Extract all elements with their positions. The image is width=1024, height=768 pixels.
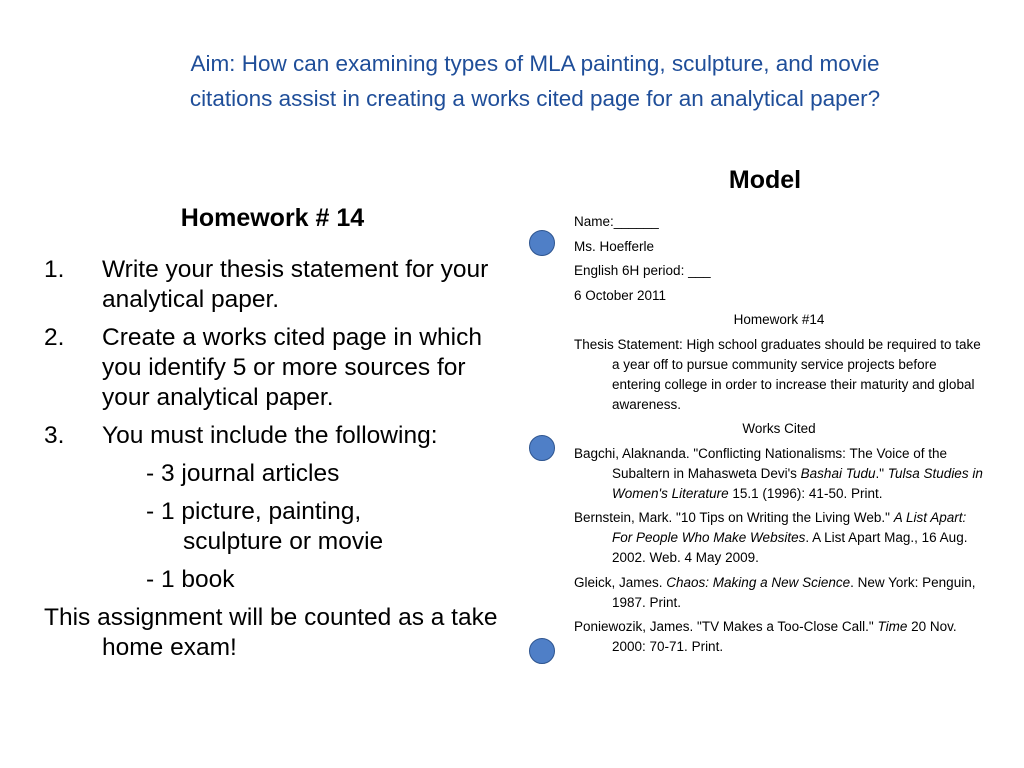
item-text: Create a works cited page in which you identify 5 or more sources for your analytical paper.	[102, 324, 482, 411]
requirement-book	[44, 565, 514, 595]
requirement-text: - 1 book	[146, 566, 235, 593]
citation-text: 15.1 (1996): 41-50. Print.	[728, 485, 883, 501]
requirement-text-cont: sculpture or movie	[183, 528, 384, 555]
citation-text: . A List Apart Mag., 16 Aug. 2002. Web. 4 May 2009.	[612, 530, 968, 565]
slide-title	[110, 46, 960, 116]
title-line-2: citations assist in creating a works cited page for an analytical paper?	[189, 86, 881, 111]
citation-text: Bagchi, Alaknanda. "Conflicting Nationalisms: The Voice of the Subaltern in Mahasweta Devi's	[574, 445, 948, 481]
item-number: 3.	[44, 422, 65, 449]
homework-item-2	[44, 323, 514, 413]
item-text: You must include the following:	[102, 422, 438, 449]
circle-marker-2	[529, 435, 555, 461]
citation-poniewozik	[574, 617, 984, 657]
homework-heading: Homework # 14	[180, 204, 365, 232]
citation-text: Poniewozik, James. "TV Makes a Too-Close Call."	[574, 619, 878, 634]
homework-item-3	[44, 421, 514, 451]
model-homework-title: Homework #14	[733, 312, 825, 327]
requirement-text: - 3 journal articles	[146, 460, 340, 487]
model-date-line: 6 October 2011	[574, 287, 667, 303]
assignment-note: This assignment will be counted as a take home exam!	[44, 604, 498, 661]
model-document	[574, 212, 984, 657]
citation-text: ."	[875, 465, 888, 481]
citation-gleick	[574, 573, 984, 613]
citation-italic: Time	[877, 619, 908, 634]
citation-italic: Bashai Tudu	[800, 465, 876, 481]
model-name-line: Name:______	[574, 214, 659, 229]
model-thesis: Thesis Statement: High school graduates should be required to take a year off to pursue community service projects before entering college in order to increase their maturity and global awareness.	[574, 336, 981, 412]
citation-bernstein	[574, 508, 984, 568]
citation-italic: Tulsa Studies in Women's Literature	[612, 465, 983, 501]
requirement-picture	[44, 497, 514, 557]
model-heading: Model	[728, 166, 802, 194]
item-number: 2.	[44, 324, 65, 351]
requirement-text: - 1 picture, painting,	[146, 498, 362, 525]
citation-text: . New York: Penguin, 1987. Print.	[612, 574, 976, 610]
works-cited-title: Works Cited	[742, 421, 816, 436]
citation-bagchi	[574, 444, 984, 504]
homework-item-1	[44, 255, 514, 315]
item-text: Write your thesis statement for your analytical paper.	[102, 256, 489, 313]
citation-text: 20 Nov. 2000: 70-71. Print.	[612, 619, 957, 654]
circle-marker-1	[529, 230, 555, 256]
requirement-journal	[44, 459, 514, 489]
citation-text: Bernstein, Mark. "10 Tips on Writing the Living Web."	[574, 510, 894, 525]
citation-text: Gleick, James.	[574, 574, 667, 590]
citation-italic: A List Apart: For People Who Make Websites	[612, 510, 967, 545]
citation-italic: Chaos: Making a New Science	[666, 574, 851, 590]
model-class-line: English 6H period: ___	[574, 263, 711, 278]
item-number: 1.	[44, 256, 65, 283]
model-teacher-line: Ms. Hoefferle	[574, 238, 655, 254]
title-line-1: Aim: How can examining types of MLA painting, sculpture, and movie	[190, 51, 880, 76]
circle-marker-3	[529, 638, 555, 664]
homework-list	[44, 255, 514, 663]
